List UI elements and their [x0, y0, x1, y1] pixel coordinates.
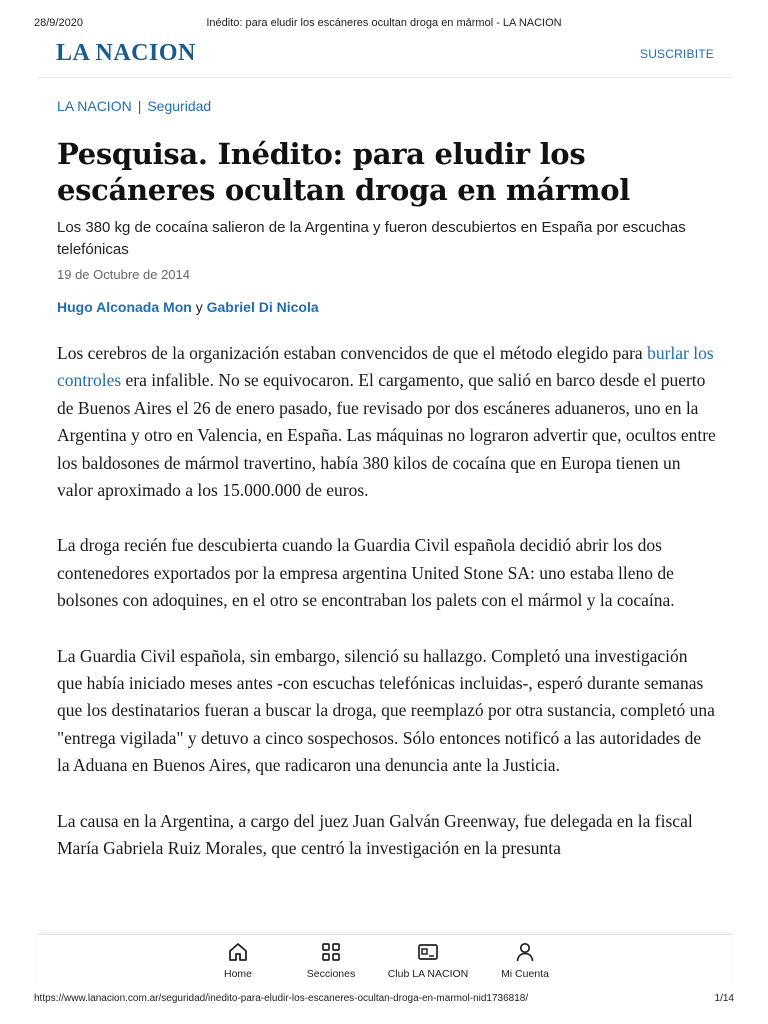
nav-label: Club LA NACION: [387, 968, 469, 980]
paragraph-text: Los cerebros de la organización estaban convencidos de que el método elegido para: [57, 343, 648, 363]
bottom-nav: [38, 934, 732, 988]
nav-club[interactable]: [378, 941, 478, 980]
inline-link[interactable]: burlar los controles: [57, 343, 714, 391]
print-page-number: 1/14: [714, 993, 734, 1004]
article-authors: [57, 299, 319, 315]
article-paragraph: La Guardia Civil española, sin embargo, silenció su hallazgo. Completó una investigación que había iniciado meses antes -con escuchas telefónicas incluidas-, esperó durante semanas que los destinatarios fueran a buscar la droga, que reemplazó por otra sustancia, completó una "entrega vigilada" y detuvo a cinco sospechosos. Sólo entonces notificó a las autoridades de la Aduana en Buenos Aires, que radicaron una denuncia ante la Justicia.: [57, 645, 715, 776]
paragraph-text: era infalible. No se equivocaron. El cargamento, que salió en barco desde el puerto de Buenos Aires el 26 de enero pasado, fue revisado por dos escáneres aduaneros, uno en la Argentina y otro en Valencia, en España. Las máquinas no lograron advertir que, ocultos entre los baldosones de mármol travertino, había 380 kilos de cocaína que en Europa tienen un valor aproximado a los 15.000.000 de euros.: [57, 370, 716, 501]
author-joiner: y: [195, 299, 203, 315]
site-header: [38, 36, 732, 78]
user-icon: [514, 941, 536, 963]
breadcrumb-home[interactable]: LA NACION: [57, 98, 132, 114]
print-title: Inédito: para eludir los escáneres ocultan droga en mármol - LA NACION: [206, 17, 562, 29]
subscribe-link[interactable]: SUSCRIBITE: [639, 47, 714, 61]
nav-sections[interactable]: [281, 941, 381, 980]
nav-label: Home: [223, 968, 252, 980]
grid-icon: [320, 941, 342, 963]
breadcrumb: [57, 98, 211, 114]
article-body: [57, 340, 717, 932]
article-date: 19 de Octubre de 2014: [57, 267, 190, 282]
article-paragraph: La causa en la Argentina, a cargo del juez Juan Galván Greenway, fue delegada en la fiscal María Gabriela Ruiz Morales, que centró la investigación en la presunta: [57, 810, 693, 859]
nav-account[interactable]: [475, 941, 575, 980]
print-footer: [0, 993, 768, 1007]
breadcrumb-section[interactable]: Seguridad: [147, 98, 212, 114]
breadcrumb-separator: |: [137, 98, 142, 114]
card-icon: [417, 941, 439, 963]
site-logo[interactable]: LA NACION: [56, 40, 196, 66]
print-header: [0, 17, 768, 31]
article-subtitle: Los 380 kg de cocaína salieron de la Argentina y fueron descubiertos en España por escuchas telefónicas: [57, 219, 686, 258]
author-link[interactable]: Gabriel Di Nicola: [206, 299, 319, 315]
nav-home[interactable]: [188, 941, 288, 980]
author-link[interactable]: Hugo Alconada Mon: [57, 299, 192, 315]
print-url: https://www.lanacion.com.ar/seguridad/inedito-para-eludir-los-escaneres-ocultan-droga-en-marmol-nid1736818/: [34, 993, 529, 1004]
print-date: 28/9/2020: [34, 17, 83, 29]
nav-label: Secciones: [306, 968, 356, 980]
article-paragraph: [57, 340, 717, 504]
article-paragraph: La droga recién fue descubierta cuando la Guardia Civil española decidió abrir los dos contenedores exportados por la empresa argentina United Stone SA: uno estaba lleno de bolsones con adoquines, en el otro se encontraban los palets con el mármol y la cocaína.: [57, 535, 675, 611]
article-headline: Pesquisa. Inédito: para eludir los escáneres ocultan droga en mármol: [57, 137, 630, 207]
nav-label: Mi Cuenta: [501, 968, 549, 980]
home-icon: [227, 941, 249, 963]
